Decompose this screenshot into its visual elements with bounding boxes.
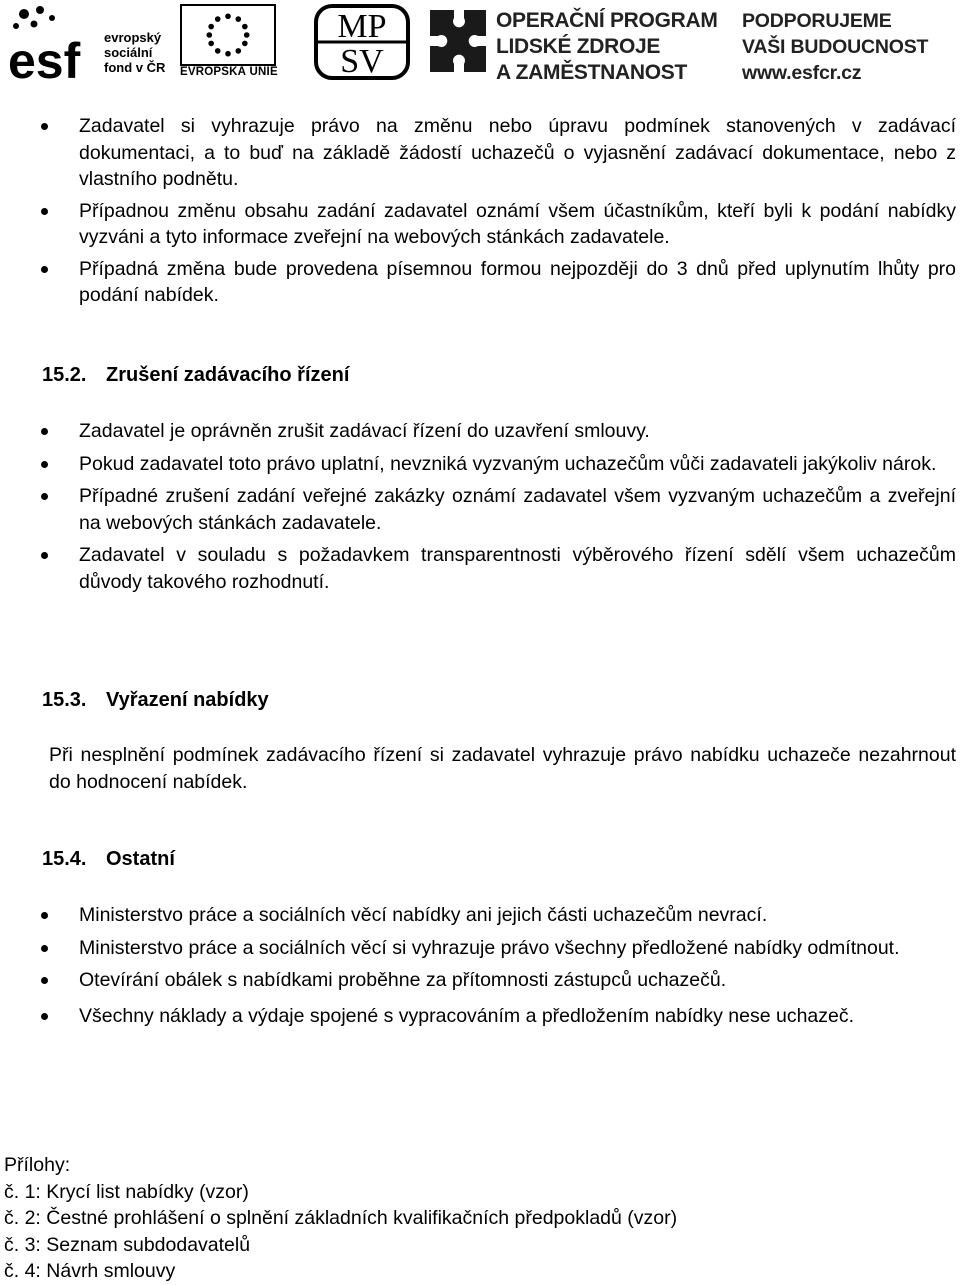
list-item: Zadavatel si vyhrazuje právo na změnu nebo úpravu podmínek stanovených v zadávací dokumentaci, a to buď na základě žádostí uchazečů o vyjasnění zadávací dokumentace, nebo z vlastního podnětu. — [0, 113, 960, 193]
section-title: Ostatní — [106, 848, 175, 870]
section-heading — [42, 848, 175, 871]
slogan-line: VAŠI BUDOUCNOST — [742, 36, 929, 58]
list-item: Zadavatel v souladu s požadavkem transparentnosti výběrového řízení sdělí všem uchazečům důvody takového rozhodnutí. — [0, 542, 960, 595]
eu-label: EVROPSKÁ UNIE — [180, 66, 278, 78]
list-item: Případnou změnu obsahu zadání zadavatel oznámí všem účastníkům, kteří byli k podání nabídky vyzváni a tyto informace zveřejní na webových stánkách zadavatele. — [0, 198, 960, 251]
puzzle-icon — [424, 4, 492, 78]
attachment-item: č. 3: Seznam subdodavatelů — [4, 1233, 251, 1256]
list-item: Zadavatel je oprávněn zrušit zadávací řízení do uzavření smlouvy. — [0, 418, 960, 445]
mpsv-logo — [314, 4, 410, 80]
esf-wordmark: esf — [8, 33, 81, 82]
op-line: A ZAMĚSTNANOST — [496, 61, 688, 84]
section-number: 15.2. — [42, 364, 87, 386]
mpsv-bottom-text: SV — [340, 43, 384, 80]
list-item: Ministerstvo práce a sociálních věcí nabídky ani jejich části uchazečům nevrací. — [0, 902, 960, 929]
list-item: Pokud zadavatel toto právo uplatní, nevzniká vyzvaným uchazečům vůči zadavateli jakýkoliv nárok. — [0, 451, 960, 478]
section-3-paragraph: Při nesplnění podmínek zadávacího řízení si zadavatel vyhrazuje právo nabídku uchazeče nezahrnout do hodnocení nabídek. — [49, 744, 956, 793]
section-number: 15.4. — [42, 848, 87, 870]
list-item: Otevírání obálek s nabídkami proběhne za přítomnosti zástupců uchazečů. — [0, 967, 960, 994]
list-item: Všechny náklady a výdaje spojené s vypracováním a předložením nabídky nese uchazeč. — [0, 1003, 960, 1030]
attachments-list — [4, 1152, 677, 1285]
attachment-item: č. 1: Krycí list nabídky (vzor) — [4, 1180, 249, 1203]
attachment-item: č. 4: Návrh smlouvy — [4, 1260, 176, 1282]
op-line: OPERAČNÍ PROGRAM — [496, 9, 718, 32]
esf-website-link[interactable]: www.esfcr.cz — [742, 62, 862, 84]
eu-flag-icon — [180, 4, 276, 66]
esf-logo — [6, 4, 114, 82]
esf-line: fond v ČR — [104, 60, 166, 75]
attachments-label: Přílohy: — [4, 1154, 71, 1176]
section-heading — [42, 689, 269, 712]
op-program-name — [496, 8, 718, 86]
list-item: Ministerstvo práce a sociálních věcí si vyhrazuje právo všechny předložené nabídky odmítnout. — [0, 935, 960, 962]
section-heading — [42, 364, 349, 387]
section-number: 15.3. — [42, 689, 87, 711]
esf-line: sociální — [104, 45, 153, 60]
mpsv-top-text: MP — [337, 8, 387, 45]
list-item: Případné zrušení zadání veřejné zakázky oznámí zadavatel všem vyzvaným uchazečům a zveřejní na webových stánkách zadavatele. — [0, 483, 960, 536]
slogan-line: PODPORUJEME — [742, 10, 892, 32]
list-item: Případná změna bude provedena písemnou formou nejpozději do 3 dnů před uplynutím lhůty pro podání nabídek. — [0, 256, 960, 309]
section-4-bullet-list — [0, 902, 960, 1029]
support-slogan — [742, 8, 928, 86]
section-title: Zrušení zadávacího řízení — [106, 364, 350, 386]
attachment-item: č. 2: Čestné prohlášení o splnění základních kvalifikačních předpokladů (vzor) — [4, 1207, 678, 1229]
intro-bullet-list — [0, 113, 960, 309]
section-2-bullet-list — [0, 418, 960, 595]
esf-line: evropský — [104, 30, 162, 45]
op-line: LIDSKÉ ZDROJE — [496, 35, 661, 58]
esf-caption — [104, 30, 165, 75]
logo-header — [0, 0, 960, 88]
section-title: Vyřazení nabídky — [106, 689, 269, 711]
